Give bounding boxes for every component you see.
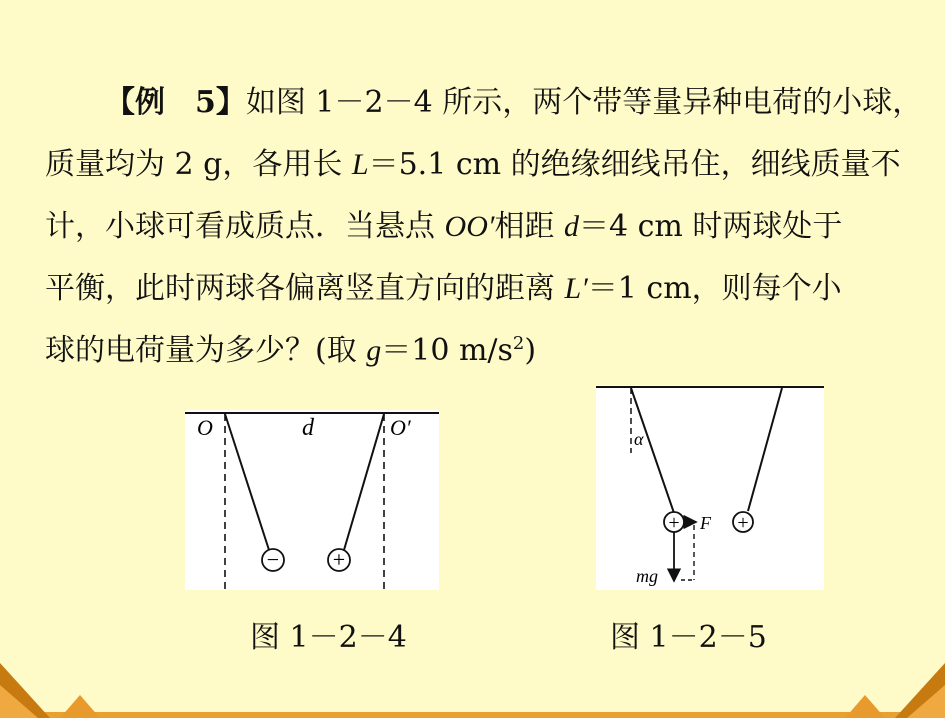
label-o-prime: O′ — [390, 415, 411, 440]
problem-line-4: 平衡，此时两球各偏离竖直方向的距离 L′＝1 cm，则每个小 — [45, 271, 842, 306]
problem-line-3: 计，小球可看成质点．当悬点 OO′相距 d＝4 cm 时两球处于 — [45, 209, 843, 244]
ball-right-charge: + — [737, 512, 749, 534]
caption-1-2-5: 图 1－2－5 — [610, 620, 767, 655]
figure-1-2-5-diagram — [596, 385, 824, 590]
label-mg: mg — [636, 566, 658, 586]
decorative-footer — [0, 655, 945, 718]
problem-line-1: 【例 5】如图 1－2－4 所示，两个带等量异种电荷的小球， — [105, 85, 923, 120]
problem-line-2: 质量均为 2 g，各用长 L＝5.1 cm 的绝缘细线吊住，细线质量不 — [45, 147, 901, 182]
label-o: O — [197, 415, 213, 440]
string-left — [631, 388, 674, 513]
figure-1-2-4 — [185, 410, 439, 590]
ball-right-charge: + — [332, 547, 346, 572]
footer-triangle-right-3 — [845, 695, 885, 718]
figure-1-2-5 — [596, 385, 824, 590]
problem-text — [45, 72, 923, 382]
ball-left-charge: − — [266, 547, 280, 572]
string-right — [748, 388, 782, 511]
label-f: F — [700, 513, 711, 533]
figure-1-2-4-diagram — [185, 410, 439, 590]
footer-bar — [0, 712, 945, 718]
example-label: 【例 5】 — [105, 85, 246, 120]
label-alpha: α — [634, 429, 644, 449]
caption-1-2-4: 图 1－2－4 — [250, 620, 407, 655]
footer-triangle-left-3 — [60, 695, 100, 718]
problem-line-5: 球的电荷量为多少？(取 g＝10 $m/s^2$) — [45, 333, 537, 368]
ball-left-charge: + — [668, 512, 680, 534]
string-right — [344, 414, 384, 550]
string-left — [225, 414, 269, 550]
label-d: d — [302, 415, 314, 441]
